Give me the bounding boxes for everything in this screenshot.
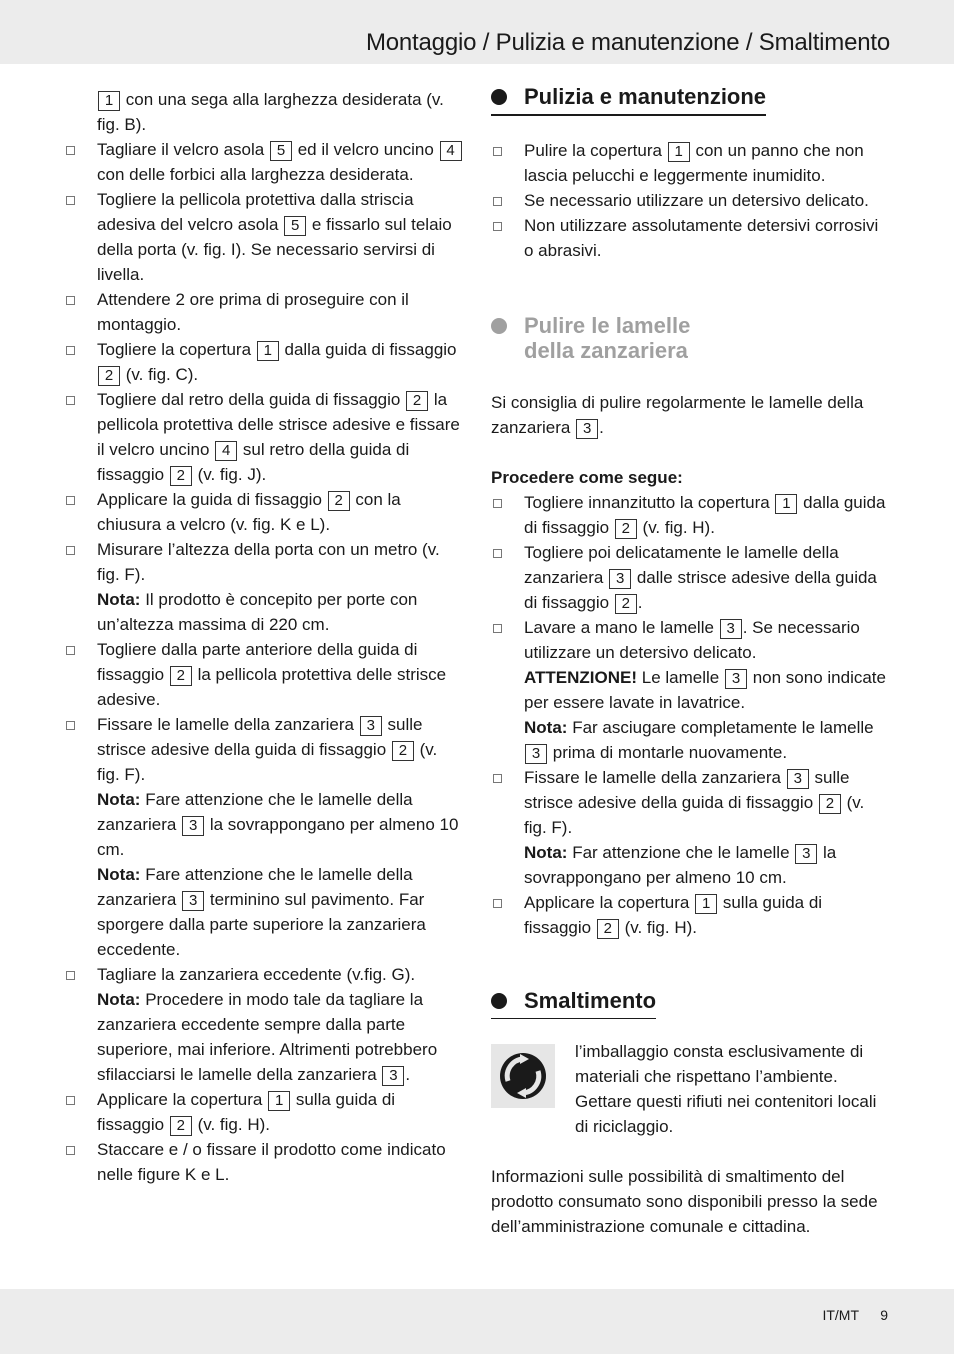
note-label: Nota: <box>97 990 141 1009</box>
note-text: la sovrappongano per almeno 10 cm. <box>97 815 459 859</box>
text: Togliere innanzitutto la copertura <box>524 492 770 512</box>
text: sulla guida di fissaggio <box>97 1090 396 1134</box>
note-text: . <box>405 1065 411 1084</box>
heading-text: Pulizia e manutenzione <box>524 84 767 109</box>
list-item <box>64 712 464 962</box>
heading-underline <box>491 1018 656 1020</box>
note-label: Nota: <box>524 842 568 862</box>
part-number-box: 2 <box>170 1116 192 1136</box>
text: (v. fig. F). <box>97 740 438 784</box>
part-number-box: 2 <box>392 741 414 761</box>
list-item <box>64 962 464 1087</box>
bullet-square-icon <box>66 346 75 355</box>
list-item <box>491 765 891 890</box>
green-dot-recycling-icon <box>491 1044 555 1108</box>
text: Staccare e / o fissare il prodotto come indicato nelle figure K e L. <box>97 1140 446 1184</box>
bullet-square-icon <box>493 499 502 508</box>
part-number-box: 3 <box>382 1066 404 1086</box>
list-item <box>64 387 464 487</box>
list-item <box>491 890 891 940</box>
part-number-box: 3 <box>725 669 747 689</box>
bullet-square-icon <box>493 222 502 231</box>
section-heading-lamelle <box>491 313 891 363</box>
part-number-box: 4 <box>215 441 237 461</box>
note-text: Fare attenzione che le lamelle della zanzariera <box>97 865 413 909</box>
note-label: Nota: <box>97 865 141 884</box>
warning-text: non sono indicate per essere lavate in lavatrice. <box>524 667 886 712</box>
part-number-box: 1 <box>775 494 797 514</box>
list-item <box>64 1137 464 1187</box>
part-number-box: 3 <box>360 716 382 736</box>
text: sulle strisce adesive della guida di fissaggio <box>524 767 850 812</box>
warning-text: Le lamelle <box>641 667 720 687</box>
heading-text: Pulire le lamelle <box>524 312 691 338</box>
text: Togliere la copertura <box>97 340 252 359</box>
warning-label: ATTENZIONE! <box>524 667 638 687</box>
text: Non utilizzare assolutamente detersivi corrosivi o abrasivi. <box>524 215 879 260</box>
text: Togliere poi delicatamente le lamelle della zanzariera <box>524 542 839 587</box>
text: Fissare le lamelle della zanzariera <box>97 715 355 734</box>
text: Tagliare la zanzariera eccedente (v.fig. G). <box>97 965 416 984</box>
note-label: Nota: <box>97 590 141 609</box>
part-number-box: 2 <box>170 666 192 686</box>
text: Se necessario utilizzare un detersivo delicato. <box>524 190 869 210</box>
heading-underline <box>491 114 766 116</box>
text: con un panno che non lascia pelucchi e leggermente inumidito. <box>524 140 864 185</box>
text: Applicare la copertura <box>524 892 690 912</box>
note-text: terminino sul pavimento. Far sporgere dalla parte superiore la zanzariera eccedente. <box>97 890 426 959</box>
text: Misurare l’altezza della porta con un metro (v. fig. F). <box>97 540 440 584</box>
section-heading-smaltimento <box>491 988 656 1020</box>
text: Si consiglia di pulire regolarmente le lamelle della zanzariera <box>491 392 864 437</box>
text: (v. fig. J). <box>197 465 267 484</box>
disposal-info: Informazioni sulle possibilità di smaltimento del prodotto consumato sono disponibili presso la sede dell’amministrazione comunale e cittadina. <box>491 1167 878 1236</box>
bullet-square-icon <box>493 197 502 206</box>
bullet-dot-icon <box>491 318 507 334</box>
part-number-box: 4 <box>440 141 462 161</box>
text: sul retro della guida di fissaggio <box>97 440 410 484</box>
text: dalla guida di fissaggio <box>284 340 457 359</box>
part-number-box: 5 <box>270 141 292 161</box>
note-text: Il prodotto è concepito per porte con un’altezza massima di 220 cm. <box>97 590 418 634</box>
text: e fissarlo sul telaio della porta (v. fig. I). Se necessario servirsi di livella. <box>97 215 452 284</box>
text: Tagliare il velcro asola <box>97 140 265 159</box>
text: Attendere 2 ore prima di proseguire con il montaggio. <box>97 290 409 334</box>
list-item <box>64 287 464 337</box>
part-number-box: 5 <box>284 216 306 236</box>
text: (v. fig. C). <box>125 365 199 384</box>
intro-paragraph <box>491 390 891 440</box>
list-item <box>64 1087 464 1137</box>
list-item <box>64 137 464 187</box>
note-text: Far attenzione che le lamelle <box>572 842 790 862</box>
part-number-box: 3 <box>609 569 631 589</box>
text: dalle strisce adesive della guida di fissaggio <box>524 567 877 612</box>
bullet-square-icon <box>493 549 502 558</box>
text: Pulire la copertura <box>524 140 662 160</box>
bullet-square-icon <box>66 971 75 980</box>
list-item <box>491 188 891 213</box>
part-number-box: 3 <box>795 844 817 864</box>
left-column <box>64 87 464 1187</box>
part-number-box: 2 <box>98 366 120 386</box>
text: la pellicola protettiva delle strisce adesive. <box>97 665 447 709</box>
bullet-square-icon <box>66 296 75 305</box>
footer-language: IT/MT <box>822 1307 859 1323</box>
bullet-square-icon <box>66 646 75 655</box>
note-text: prima di montarle nuovamente. <box>552 742 788 762</box>
page-title: Montaggio / Pulizia e manutenzione / Smaltimento <box>365 29 890 56</box>
part-number-box: 1 <box>257 341 279 361</box>
list-item <box>64 487 464 537</box>
bullet-dot-icon <box>491 89 507 105</box>
list-item <box>64 187 464 287</box>
text: Lavare a mano le lamelle <box>524 617 714 637</box>
part-number-box: 2 <box>597 919 619 939</box>
footer-bar <box>0 1289 954 1354</box>
list-item <box>491 138 891 188</box>
part-number-box: 1 <box>668 142 690 162</box>
text: Togliere dalla parte anteriore della guida di fissaggio <box>97 640 418 684</box>
note-text: la sovrappongano per almeno 10 cm. <box>524 842 837 887</box>
subheading: Procedere come segue: <box>491 467 683 487</box>
bullet-square-icon <box>66 196 75 205</box>
heading-text: della zanzariera <box>524 337 688 363</box>
recycling-block <box>491 1039 891 1139</box>
list-item <box>491 615 891 765</box>
recycling-text: l’imballaggio consta esclusivamente di materiali che rispettano l’ambiente. Gettare questi rifiuti nei contenitori locali di riciclaggio. <box>575 1042 877 1136</box>
text: . <box>599 417 604 437</box>
part-number-box: 2 <box>615 519 637 539</box>
text: Fissare le lamelle della zanzariera <box>524 767 782 787</box>
part-number-box: 3 <box>787 769 809 789</box>
bullet-dot-icon <box>491 993 507 1009</box>
text: la pellicola protettiva delle strisce adesive e fissare il velcro uncino <box>97 390 460 459</box>
part-number-box: 3 <box>720 619 742 639</box>
text: Togliere la pellicola protettiva dalla striscia adesiva del velcro asola <box>97 190 414 234</box>
text: sulle strisce adesive della guida di fissaggio <box>97 715 423 759</box>
part-number-box: 2 <box>170 466 192 486</box>
text: Applicare la guida di fissaggio <box>97 490 322 509</box>
part-number-box: 1 <box>98 91 120 111</box>
bullet-square-icon <box>493 899 502 908</box>
text: sulla guida di fissaggio <box>524 892 823 937</box>
note-text: Far asciugare completamente le lamelle <box>572 717 874 737</box>
bullet-square-icon <box>493 624 502 633</box>
list-item <box>64 337 464 387</box>
part-number-box: 3 <box>182 816 204 836</box>
part-number-box: 2 <box>328 491 350 511</box>
text: ed il velcro uncino <box>297 140 434 159</box>
text: (v. fig. F). <box>524 792 865 837</box>
bullet-square-icon <box>66 396 75 405</box>
bullet-square-icon <box>66 721 75 730</box>
text: (v. fig. H). <box>197 1115 270 1134</box>
text: Togliere dal retro della guida di fissaggio <box>97 390 401 409</box>
page-number: 9 <box>880 1307 888 1323</box>
right-column <box>491 84 891 1239</box>
continued-text <box>64 87 464 137</box>
part-number-box: 3 <box>576 419 598 439</box>
part-number-box: 1 <box>695 894 717 914</box>
bullet-square-icon <box>493 774 502 783</box>
text: con la chiusura a velcro (v. fig. K e L). <box>97 490 401 534</box>
list-item <box>64 537 464 637</box>
text: . <box>637 592 643 612</box>
part-number-box: 2 <box>406 391 428 411</box>
text: dalla guida di fissaggio <box>524 492 886 537</box>
text: con delle forbici alla larghezza desiderata. <box>97 165 414 184</box>
section-heading-pulizia <box>491 84 766 116</box>
part-number-box: 1 <box>268 1091 290 1111</box>
bullet-square-icon <box>66 496 75 505</box>
bullet-square-icon <box>66 146 75 155</box>
text: Applicare la copertura <box>97 1090 263 1109</box>
text: (v. fig. H). <box>624 917 697 937</box>
text: . Se necessario utilizzare un detersivo delicato. <box>524 617 860 662</box>
bullet-square-icon <box>66 1146 75 1155</box>
bullet-square-icon <box>66 546 75 555</box>
note-text: Fare attenzione che le lamelle della zanzariera <box>97 790 413 834</box>
part-number-box: 3 <box>182 891 204 911</box>
list-item <box>491 540 891 615</box>
bullet-square-icon <box>493 147 502 156</box>
text: con una sega alla larghezza desiderata (v. fig. B). <box>97 90 444 134</box>
text: (v. fig. H). <box>642 517 715 537</box>
note-text: Procedere in modo tale da tagliare la zanzariera eccedente sempre dalla parte superiore, mai inferiore. Altrimenti potrebbero sfilacciarsi le lamelle della zanzariera <box>97 990 438 1084</box>
bullet-square-icon <box>66 1096 75 1105</box>
part-number-box: 2 <box>819 794 841 814</box>
heading-text: Smaltimento <box>524 987 657 1013</box>
part-number-box: 3 <box>525 744 547 764</box>
list-item <box>491 213 891 263</box>
list-item <box>491 490 891 540</box>
list-item <box>64 637 464 712</box>
note-label: Nota: <box>97 790 141 809</box>
note-label: Nota: <box>524 717 568 737</box>
part-number-box: 2 <box>615 594 637 614</box>
